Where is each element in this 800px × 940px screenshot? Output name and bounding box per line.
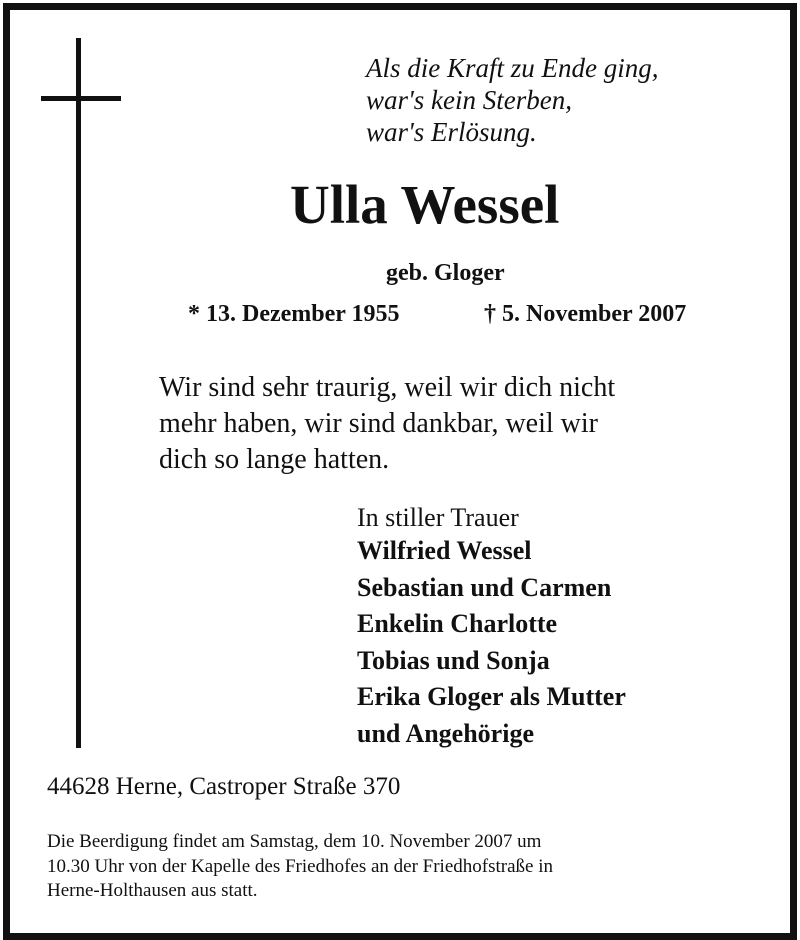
poem-line: war's Erlösung. [366,117,537,147]
mourner-name: Wilfried Wessel [357,536,532,565]
death-date: † 5. November 2007 [484,301,687,327]
cross-horizontal-bar [41,96,121,101]
mourner-name: Tobias und Sonja [357,645,550,675]
funeral-line: Die Beerdigung findet am Samstag, dem 10. November 2007 um [47,831,542,852]
mourners-list [357,533,626,753]
family-address: 44628 Herne, Castroper Straße 370 [47,773,401,800]
funeral-notice [47,830,553,904]
birth-date: * 13. Dezember 1955 [188,301,400,327]
birth-name: geb. Gloger [386,260,505,286]
poem [366,52,659,148]
mourner-name: Enkelin Charlotte [357,609,558,639]
message-line: Wir sind sehr traurig, weil wir dich nicht [159,372,616,403]
poem-line: war's kein Sterben, [366,85,572,115]
mourner-name: und Angehörige [357,718,534,748]
mourner-name: Erika Gloger als Mutter [357,682,626,712]
mourning-intro: In stiller Trauer [357,503,519,532]
funeral-line: 10.30 Uhr von der Kapelle des Friedhofes an der Friedhofstraße in [47,855,553,877]
message-line: dich so lange hatten. [159,444,390,475]
deceased-name: Ulla Wessel [290,174,560,235]
poem-line: Als die Kraft zu Ende ging, [366,53,659,83]
message-line: mehr haben, wir sind dankbar, weil wir [159,408,598,439]
cross-vertical-bar [76,38,81,748]
condolence-message [159,370,615,478]
funeral-line: Herne-Holthausen aus statt. [47,880,258,901]
mourner-name: Sebastian und Carmen [357,572,612,602]
